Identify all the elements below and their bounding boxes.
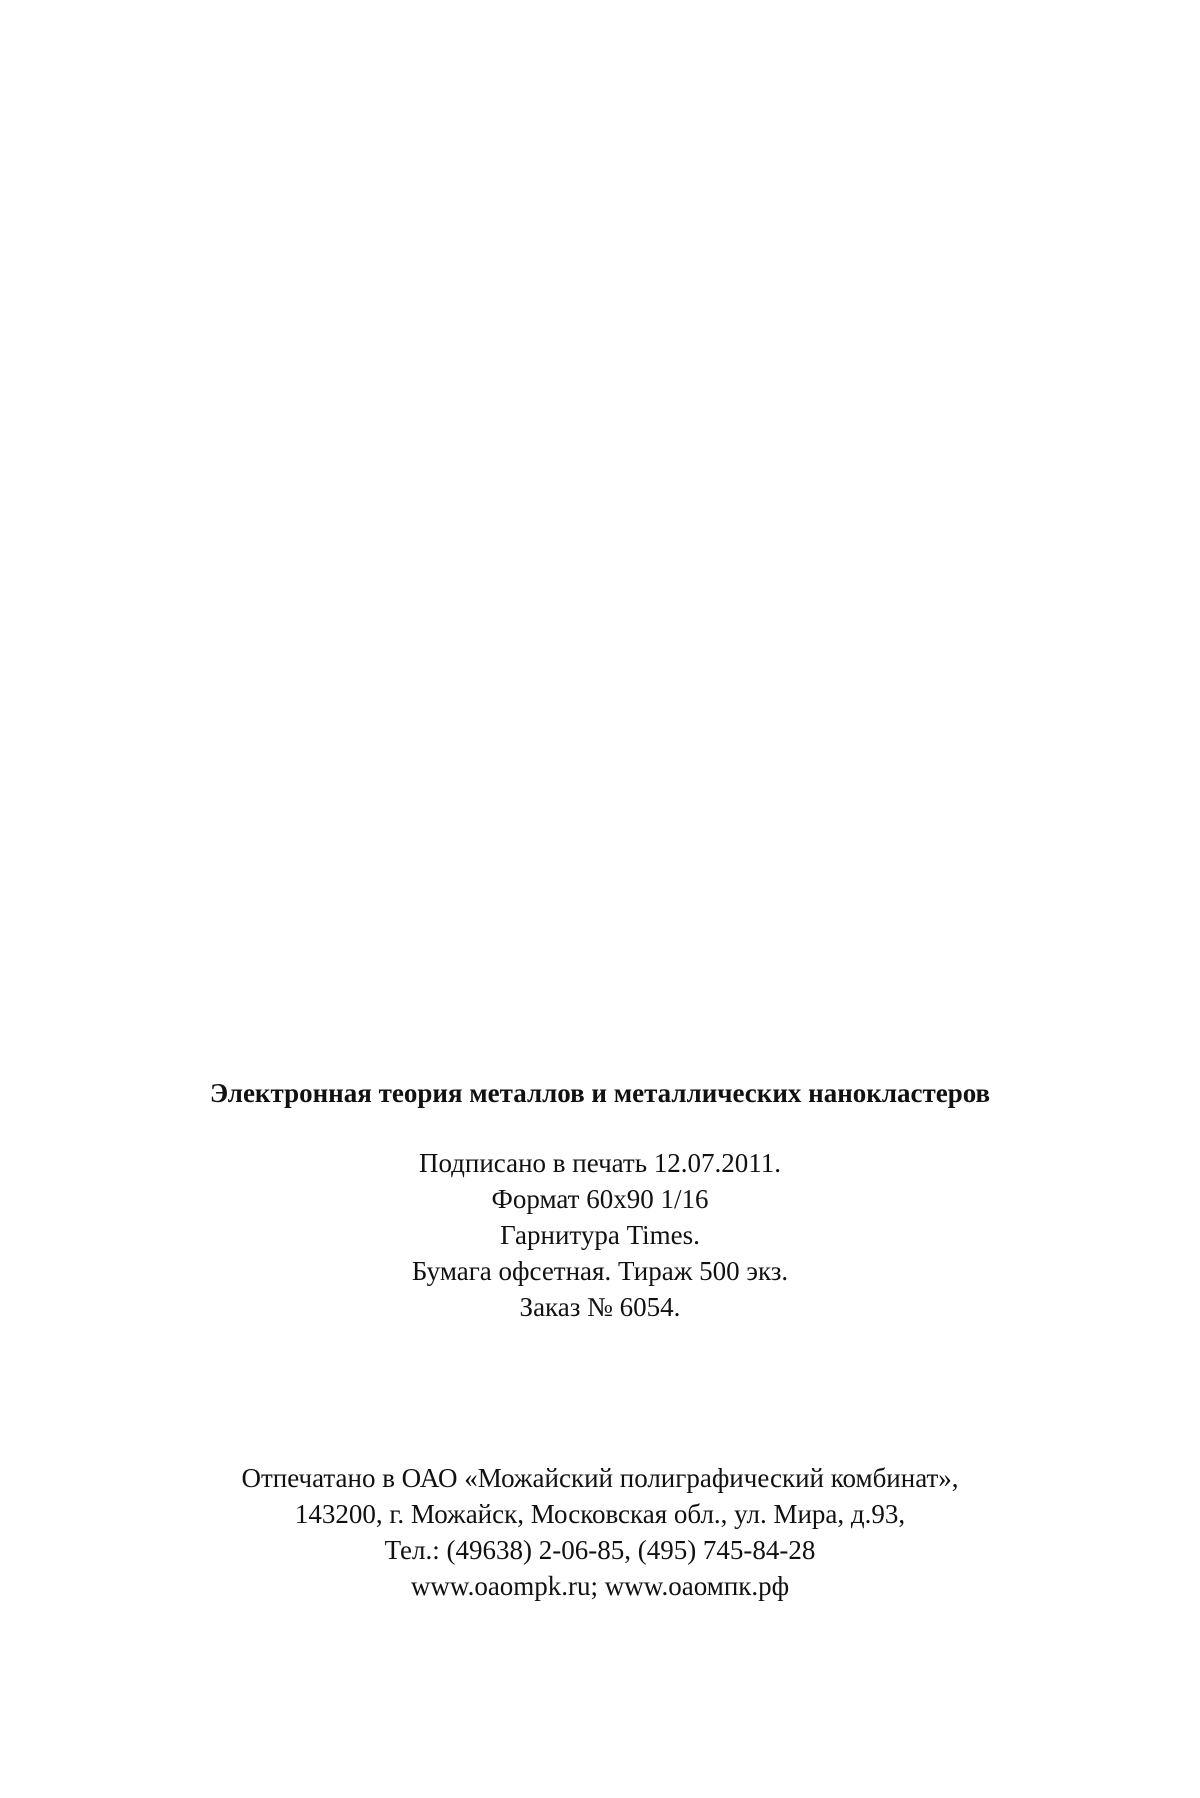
paper-print-run-line: Бумага офсетная. Тираж 500 экз. [411,1256,789,1286]
printer-address-line: 143200, г. Можайск, Московская обл., ул. Мира, д.93, [294,1499,906,1529]
typeface-line: Гарнитура Times. [500,1220,700,1250]
signed-for-print-line: Подписано в печать 12.07.2011. [418,1148,782,1178]
printer-website-line: www.oaompk.ru; www.оаомпк.рф [410,1571,790,1601]
book-title-text: Электронная теория металлов и металлических нанокластеров [209,1078,991,1108]
printer-info-block [0,1460,1200,1604]
print-details-block [0,1145,1200,1325]
book-title [0,1075,1200,1111]
printer-name-line: Отпечатано в ОАО «Можайский полиграфический комбинат», [241,1463,959,1493]
format-line: Формат 60x90 1/16 [491,1184,709,1214]
printer-phone-line: Тел.: (49638) 2-06-85, (495) 745-84-28 [384,1535,816,1565]
order-number-line: Заказ № 6054. [519,1292,681,1322]
